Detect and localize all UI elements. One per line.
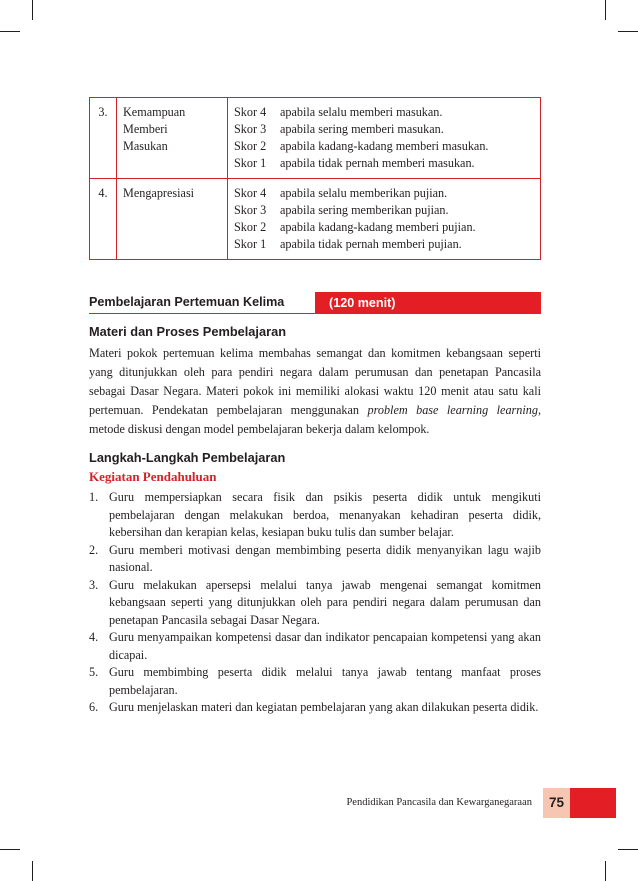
steps-list [89, 489, 541, 717]
meeting-title: Pembelajaran Pertemuan Kelima [89, 295, 285, 309]
page-tab-accent [570, 788, 616, 818]
materi-paragraph [89, 344, 541, 439]
step-number: 5. [89, 665, 99, 679]
score-desc: apabila sering memberi masukan. [280, 122, 444, 136]
crop-mark [618, 31, 638, 32]
aspect-line: Memberi [123, 122, 168, 136]
list-item [89, 699, 541, 717]
aspect-line: Masukan [123, 139, 168, 153]
list-item [89, 577, 541, 630]
step-text: Guru melakukan apersepsi melalui tanya jawab mengenai semangat komitmen kebangsaan seperti yang ditunjukkan oleh para pendiri negara dalam perumusan dan penetapan Pancasila sebagai Dasar Negara. [109, 577, 541, 627]
step-text: Guru membimbing peserta didik melalui tanya jawab tentang manfaat proses pembelajaran. [109, 665, 541, 697]
score-desc: apabila kadang-kadang memberi pujian. [280, 220, 476, 234]
score-label: Skor 1 [234, 237, 267, 251]
score-line [234, 121, 536, 138]
score-line [234, 202, 536, 219]
crop-mark [32, 861, 33, 881]
list-item [89, 629, 541, 664]
table-row [90, 179, 541, 260]
step-number: 2. [89, 542, 99, 557]
crop-mark [618, 849, 638, 850]
aspect-cell [117, 98, 228, 179]
score-desc: apabila selalu memberi masukan. [280, 105, 443, 119]
score-label: Skor 2 [234, 139, 267, 153]
section-heading-langkah: Langkah-Langkah Pembelajaran [89, 450, 286, 465]
section-heading-materi: Materi dan Proses Pembelajaran [89, 324, 287, 339]
score-desc: apabila tidak pernah memberi masukan. [280, 156, 475, 170]
crop-mark [0, 849, 20, 850]
paragraph-text: Materi pokok pertemuan kelima membahas semangat dan komitmen kebangsaan seperti yang ditunjukkan oleh para pendiri negara dalam perumusan dan penetapan Pancasila sebagai Dasar Negara. Materi pokok ini memiliki alokasi waktu 120 menit atau satu kali pertemuan. Pendekatan pembelajaran menggunakan [89, 346, 541, 417]
step-number: 1. [89, 490, 99, 504]
score-desc: apabila sering memberikan pujian. [280, 203, 449, 217]
list-item [89, 664, 541, 699]
score-line [234, 236, 536, 253]
step-number: 6. [89, 700, 99, 714]
meeting-duration-badge: (120 menit) [315, 292, 541, 314]
table-row [90, 98, 541, 179]
page-number: 75 [543, 788, 570, 818]
score-label: Skor 3 [234, 203, 267, 217]
aspect-cell [117, 179, 228, 260]
footer-book-title: Pendidikan Pancasila dan Kewarganegaraan [346, 797, 532, 808]
step-text: Guru menyampaikan kompetensi dasar dan indikator pencapaian kompetensi yang akan dicapai. [109, 630, 541, 662]
score-desc: apabila kadang-kadang memberi masukan. [280, 139, 489, 153]
divider [89, 313, 541, 314]
crop-mark [32, 0, 33, 20]
list-item [89, 489, 541, 542]
score-label: Skor 4 [234, 186, 267, 200]
aspect-line: Mengapresiasi [123, 186, 195, 200]
score-label: Skor 4 [234, 105, 267, 119]
score-line [234, 138, 536, 155]
subheading-pendahuluan: Kegiatan Pendahuluan [89, 469, 217, 484]
step-number: 4. [89, 630, 99, 644]
score-cell [228, 179, 541, 260]
list-item [89, 542, 541, 577]
meeting-header [89, 292, 541, 314]
row-number: 4. [90, 179, 117, 260]
score-desc: apabila tidak pernah memberi pujian. [280, 237, 462, 251]
score-line [234, 155, 536, 172]
score-label: Skor 1 [234, 156, 267, 170]
paragraph-italic-term: problem base learning learning [367, 403, 538, 417]
score-line [234, 104, 536, 121]
step-text: Guru mempersiapkan secara fisik dan psikis peserta didik untuk mengikuti pembelajaran dengan melakukan berdoa, menanyakan kehadiran peserta didik, kebersihan dan kerapian kelas, kesiapan buku tulis dan sumber belajar. [109, 490, 541, 539]
score-label: Skor 2 [234, 220, 267, 234]
score-line [234, 185, 536, 202]
step-text: Guru memberi motivasi dengan membimbing peserta didik menyanyikan lagu wajib nasional. [109, 542, 541, 574]
crop-mark [605, 0, 606, 20]
score-cell [228, 98, 541, 179]
crop-mark [605, 861, 606, 881]
score-rubric-table [89, 97, 541, 260]
aspect-line: Kemampuan [123, 105, 186, 119]
score-label: Skor 3 [234, 122, 267, 136]
step-text: Guru menjelaskan materi dan kegiatan pembelajaran yang akan dilakukan peserta didik. [109, 700, 539, 714]
step-number: 3. [89, 577, 99, 592]
score-desc: apabila selalu memberikan pujian. [280, 186, 448, 200]
paragraph-text: , metode diskusi dengan model pembelajaran bekerja dalam kelompok. [89, 403, 541, 436]
crop-mark [0, 31, 20, 32]
score-line [234, 219, 536, 236]
row-number: 3. [90, 98, 117, 179]
